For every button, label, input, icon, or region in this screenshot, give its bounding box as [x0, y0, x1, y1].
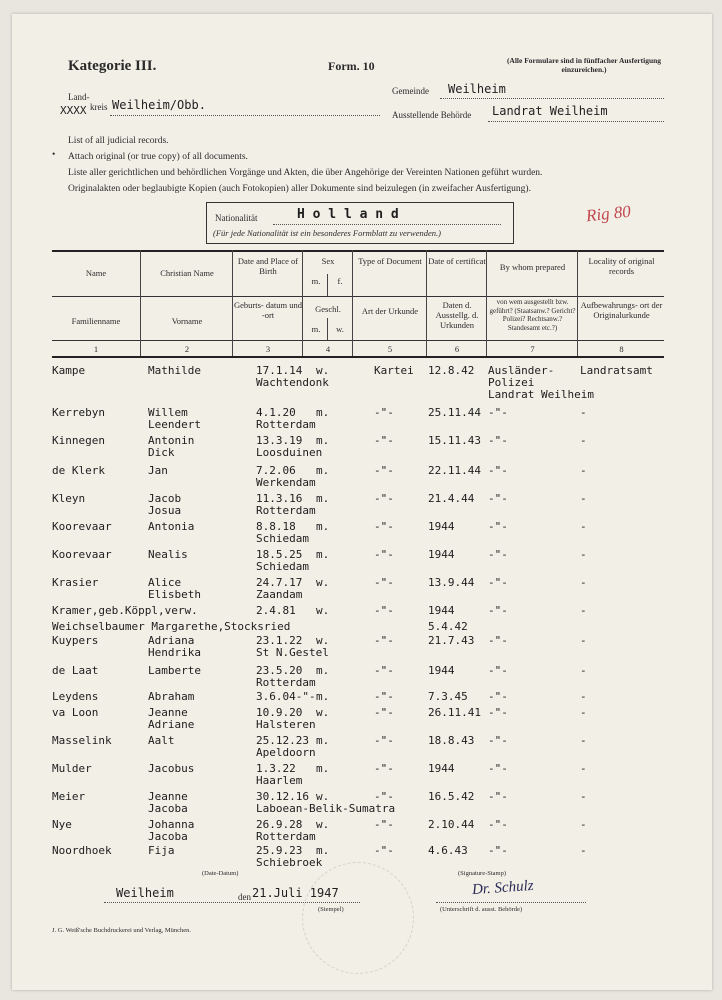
gemeinde-value: Weilheim	[448, 82, 506, 96]
cell-vorname-second: Jacoba	[148, 830, 188, 843]
cell-geburtsort: Haarlem	[256, 774, 303, 787]
cell-art-der-urkunde: -"-	[374, 576, 394, 589]
table-top-rule	[52, 250, 664, 252]
cell-vorname: Antonia	[148, 520, 195, 533]
cell-von-wem: -"-	[488, 434, 508, 447]
col-number-7: 7	[530, 344, 535, 354]
cell-vorname-second: Dick	[148, 446, 175, 459]
cell-geburtsdatum: 23.5.20	[256, 664, 303, 677]
nationality-note: (Für jede Nationalität ist ein besonderes Formblatt zu verwenden.)	[213, 228, 441, 238]
cell-geburtsort: Schiedam	[256, 532, 309, 545]
col-header-aufbewahrungsort: Aufbewahrungs- ort der Originalurkunde	[580, 300, 663, 320]
cell-von-wem: -"-	[488, 844, 508, 857]
cell-daten: 7.3.45	[428, 690, 468, 703]
cell-art-der-urkunde: -"-	[374, 634, 394, 647]
footer-place: Weilheim	[116, 886, 174, 900]
col-header-vorname: Vorname	[171, 316, 203, 326]
cell-daten: 1944	[428, 520, 455, 533]
col-number-1: 1	[93, 344, 99, 354]
col-number-2: 2	[184, 344, 190, 354]
cell-geburtsdatum: 24.7.17	[256, 576, 303, 589]
cell-aufbewahrungsort: -	[580, 818, 587, 831]
form-number: Form. 10	[328, 59, 375, 73]
col-header-von-wem: von wem ausgestellt bzw. geführt? (Staatsanw.? Gericht? Polizei? Rechtsanw.? Standesamt etc.?)	[489, 298, 576, 332]
cell-art-der-urkunde: -"-	[374, 844, 394, 857]
cell-geburtsdatum: 25.9.23	[256, 844, 303, 857]
cell-vorname: Lamberte	[148, 664, 201, 677]
cell-familienname: Leydens	[52, 690, 99, 703]
nationality-value: H o l l a n d	[297, 207, 399, 222]
cell-familienname: Mulder	[52, 762, 92, 775]
cell-von-wem: Ausländer-	[488, 364, 555, 377]
cell-art-der-urkunde: -"-	[374, 464, 394, 477]
cell-art-der-urkunde: -"-	[374, 492, 394, 505]
cell-daten: 26.11.41	[428, 706, 481, 719]
handwritten-signature: Dr. Schulz	[471, 877, 535, 899]
cell-art-der-urkunde: -"-	[374, 762, 394, 775]
col-header-type: Type of Document	[358, 256, 422, 266]
col-header-geschl-m: m.	[311, 324, 321, 334]
cell-vorname-second: Elisbeth	[148, 588, 201, 601]
cell-aufbewahrungsort: -	[580, 406, 587, 419]
behoerde-value: Landrat Weilheim	[492, 104, 608, 118]
cell-geschlecht: w.	[316, 818, 330, 831]
cell-von-wem: -"-	[488, 492, 508, 505]
instruction-2: Attach original (or true copy) of all documents.	[68, 152, 248, 162]
cell-aufbewahrungsort: -	[580, 520, 587, 533]
cell-familienname: Kramer,geb.Köppl,verw.	[52, 604, 198, 617]
cell-vorname: Jeanne	[148, 706, 188, 719]
cell-aufbewahrungsort: -	[580, 548, 587, 561]
cell-art-der-urkunde: -"-	[374, 434, 394, 447]
cell-geburtsdatum: 18.5.25	[256, 548, 303, 561]
nationality-label: Nationalität	[215, 213, 258, 223]
cell-familienname: Weichselbaumer Margarethe,Stocksried	[52, 620, 291, 633]
landkreis-label: kreis	[90, 102, 108, 112]
cell-geschlecht: w.	[316, 604, 330, 617]
cell-aufbewahrungsort: -	[580, 634, 587, 647]
table-header-mid-rule	[52, 296, 664, 297]
landkreis-struck-out: XXXX	[60, 104, 87, 117]
col-divider-7	[577, 250, 578, 356]
nationality-box	[206, 202, 514, 244]
cell-daten: 21.7.43	[428, 634, 475, 647]
cell-geschlecht: w.	[316, 364, 330, 377]
cell-daten: 25.11.44	[428, 406, 481, 419]
cell-vorname: Willem	[148, 406, 188, 419]
cell-geschlecht: w.	[316, 790, 330, 803]
cell-von-wem: -"-	[488, 762, 508, 775]
cell-art-der-urkunde: -"-	[374, 548, 394, 561]
cell-familienname: Koorevaar	[52, 548, 112, 561]
col-divider-2	[232, 250, 233, 356]
cell-vorname-second: Adriane	[148, 718, 195, 731]
cell-familienname: Kampe	[52, 364, 86, 377]
col-number-4: 4	[325, 344, 331, 354]
cell-geschlecht: m.	[316, 434, 330, 447]
cell-daten: 5.4.42	[428, 620, 468, 633]
col-header-name: Name	[85, 268, 107, 278]
cell-geburtsort: Zaandam	[256, 588, 303, 601]
instruction-1: List of all judicial records.	[68, 136, 169, 146]
cell-daten: 12.8.42	[428, 364, 475, 377]
cell-geburtsort: Werkendam	[256, 476, 316, 489]
cell-familienname: Kinnegen	[52, 434, 105, 447]
table-number-rule	[52, 356, 664, 358]
faint-stamp-circle	[302, 862, 414, 974]
cell-vorname: Nealis	[148, 548, 188, 561]
col-divider-5	[426, 250, 427, 356]
cell-aufbewahrungsort: Landratsamt	[580, 364, 653, 377]
landkreis-value: Weilheim/Obb.	[112, 98, 206, 112]
cell-von-wem: -"-	[488, 634, 508, 647]
cell-familienname: Koorevaar	[52, 520, 112, 533]
cell-familienname: Krasier	[52, 576, 99, 589]
col-number-8: 8	[619, 344, 624, 354]
col-header-geschl: Geschl.	[315, 304, 341, 314]
cell-art-der-urkunde: -"-	[374, 790, 394, 803]
behoerde-underline	[488, 121, 664, 122]
cell-vorname: Antonin	[148, 434, 195, 447]
header-note: (Alle Formulare sind in fünffacher Ausfertigung einzureichen.)	[506, 56, 662, 74]
cell-daten: 1944	[428, 762, 455, 775]
cell-von-wem: -"-	[488, 664, 508, 677]
cell-geschlecht: m.	[316, 690, 330, 703]
red-pencil-annotation: Rig 80	[585, 201, 632, 226]
cell-geschlecht: m.	[316, 734, 330, 747]
col-divider-4	[352, 250, 353, 356]
cell-geburtsdatum: 8.8.18	[256, 520, 296, 533]
footer-date: 21.Juli 1947	[252, 886, 339, 900]
instruction-bullet: •	[52, 150, 56, 160]
cell-aufbewahrungsort: -	[580, 844, 587, 857]
cell-geschlecht: m.	[316, 406, 330, 419]
cell-aufbewahrungsort: -	[580, 706, 587, 719]
cell-familienname: Noordhoek	[52, 844, 112, 857]
cell-daten: 2.10.44	[428, 818, 475, 831]
cell-daten: 13.9.44	[428, 576, 475, 589]
cell-geburtsort: Rotterdam	[256, 418, 316, 431]
cell-vorname: Fija	[148, 844, 175, 857]
cell-aufbewahrungsort: -	[580, 690, 587, 703]
cell-geburtsdatum: 7.2.06	[256, 464, 296, 477]
cell-von-wem: -"-	[488, 406, 508, 419]
signature-underline	[436, 902, 586, 903]
col-header-art: Art der Urkunde	[361, 306, 419, 316]
cell-geburtsdatum: 30.12.16	[256, 790, 309, 803]
cell-vorname: Jacob	[148, 492, 182, 505]
col-divider-6	[486, 250, 487, 356]
cell-art-der-urkunde: -"-	[374, 706, 394, 719]
cell-geburtsdatum: 26.9.28	[256, 818, 303, 831]
cell-familienname: Masselink	[52, 734, 112, 747]
cell-geburtsdatum: 13.3.19	[256, 434, 303, 447]
cell-familienname: Kerrebyn	[52, 406, 105, 419]
cell-art-der-urkunde: -"-	[374, 690, 394, 703]
cell-geschlecht: w.	[316, 634, 330, 647]
cell-von-wem-line3: Landrat Weilheim	[488, 388, 594, 401]
cell-vorname: Jacobus	[148, 762, 195, 775]
cell-art-der-urkunde: Kartei	[374, 364, 414, 377]
cell-art-der-urkunde: -"-	[374, 406, 394, 419]
cell-von-wem: -"-	[488, 818, 508, 831]
kategorie-title: Kategorie III.	[68, 58, 157, 74]
col-header-sex: Sex	[321, 256, 335, 266]
cell-daten: 18.8.43	[428, 734, 475, 747]
cell-familienname: Kleyn	[52, 492, 86, 505]
cell-von-wem: -"-	[488, 706, 508, 719]
cell-von-wem: -"-	[488, 604, 508, 617]
landkreis-label-top: Land-	[68, 92, 90, 102]
col-header-date: Date of certificat	[428, 256, 486, 266]
cell-art-der-urkunde: -"-	[374, 520, 394, 533]
cell-geburtsdatum: 10.9.20	[256, 706, 303, 719]
cell-aufbewahrungsort: -	[580, 664, 587, 677]
cell-familienname: Meier	[52, 790, 86, 803]
cell-aufbewahrungsort: -	[580, 790, 587, 803]
cell-familienname: Nye	[52, 818, 72, 831]
cell-geburtsdatum: 25.12.23	[256, 734, 309, 747]
cell-aufbewahrungsort: -	[580, 604, 587, 617]
date-label: (Date-Datum)	[202, 870, 239, 877]
cell-von-wem: -"-	[488, 520, 508, 533]
cell-geburtsdatum: 1.3.22	[256, 762, 296, 775]
col-header-christian-name: Christian Name	[160, 268, 214, 278]
cell-geburtsort: Rotterdam	[256, 830, 316, 843]
gemeinde-underline	[440, 98, 664, 99]
gemeinde-label: Gemeinde	[392, 86, 429, 96]
col-header-birth: Date and Place of Birth	[237, 256, 299, 276]
behoerde-label: Ausstellende Behörde	[392, 110, 472, 120]
cell-vorname: Mathilde	[148, 364, 201, 377]
cell-daten: 1944	[428, 664, 455, 677]
cell-art-der-urkunde: -"-	[374, 818, 394, 831]
printer-imprint: J. G. Weiß'sche Buchdruckerei und Verlag, München.	[52, 927, 192, 934]
cell-vorname: Alice	[148, 576, 182, 589]
cell-vorname-second: Leendert	[148, 418, 201, 431]
cell-von-wem: -"-	[488, 734, 508, 747]
cell-geburtsort: Halsteren	[256, 718, 316, 731]
cell-geschlecht: m.	[316, 520, 330, 533]
cell-daten: 15.11.43	[428, 434, 481, 447]
cell-daten: 1944	[428, 604, 455, 617]
cell-daten: 22.11.44	[428, 464, 481, 477]
cell-geschlecht: m.	[316, 762, 330, 775]
cell-geburtsort: Rotterdam	[256, 504, 316, 517]
cell-geburtsdatum: 23.1.22	[256, 634, 303, 647]
cell-von-wem-line2: Polizei	[488, 376, 535, 389]
cell-geburtsdatum: 2.4.81	[256, 604, 296, 617]
cell-geschlecht: w.	[316, 706, 330, 719]
cell-geburtsort: Apeldoorn	[256, 746, 316, 759]
cell-aufbewahrungsort: -	[580, 734, 587, 747]
footer-den: den	[238, 892, 251, 902]
cell-von-wem: -"-	[488, 790, 508, 803]
cell-von-wem: -"-	[488, 576, 508, 589]
cell-aufbewahrungsort: -	[580, 576, 587, 589]
unterschrift-label: (Unterschrift d. ausst. Behörde)	[440, 906, 523, 913]
cell-geburtsdatum: 4.1.20	[256, 406, 296, 419]
cell-von-wem: -"-	[488, 548, 508, 561]
col-header-geschl-w: w.	[336, 324, 344, 334]
cell-vorname: Adriana	[148, 634, 195, 647]
cell-geburtsdatum: 17.1.14	[256, 364, 303, 377]
col-header-familienname: Familienname	[71, 316, 121, 326]
cell-daten: 21.4.44	[428, 492, 475, 505]
cell-geburtsdatum: 11.3.16	[256, 492, 303, 505]
cell-aufbewahrungsort: -	[580, 492, 587, 505]
cell-aufbewahrungsort: -	[580, 464, 587, 477]
col-header-by-whom: By whom prepared	[499, 262, 566, 272]
col-header-sex-m: m.	[311, 276, 321, 286]
cell-vorname-second: Hendrika	[148, 646, 201, 659]
nationality-underline	[273, 224, 501, 225]
cell-vorname-second: Josua	[148, 504, 182, 517]
cell-art-der-urkunde: -"-	[374, 734, 394, 747]
cell-geschlecht: m.	[316, 664, 330, 677]
col-header-daten: Daten d. Ausstellg. d. Urkunden	[435, 300, 479, 330]
col-divider-1	[140, 250, 141, 356]
landkreis-underline	[110, 115, 380, 116]
cell-familienname: de Laat	[52, 664, 99, 677]
cell-geburtsort: Wachtendonk	[256, 376, 329, 389]
cell-geburtsort: St N.Gestel	[256, 646, 329, 659]
col-header-geburtsdatum: Geburts- datum und -ort	[234, 300, 302, 320]
cell-aufbewahrungsort: -	[580, 762, 587, 775]
col-number-6: 6	[454, 344, 460, 354]
cell-daten: 1944	[428, 548, 455, 561]
cell-geburtsdatum: 3.6.04-"-	[256, 690, 316, 703]
cell-art-der-urkunde: -"-	[374, 604, 394, 617]
cell-daten: 16.5.42	[428, 790, 475, 803]
cell-geschlecht: m.	[316, 548, 330, 561]
cell-art-der-urkunde: -"-	[374, 664, 394, 677]
col-number-3: 3	[265, 344, 271, 354]
cell-geschlecht: m.	[316, 464, 330, 477]
cell-aufbewahrungsort: -	[580, 434, 587, 447]
col-header-locality: Locality of original records	[588, 256, 655, 276]
cell-von-wem: -"-	[488, 690, 508, 703]
col-divider-3	[302, 250, 303, 356]
instruction-3: Liste aller gerichtlichen und behördlichen Vorgänge und Akten, die über Angehörige der Vereinten Nationen geführt wurden.	[68, 168, 543, 178]
table-header-bottom-rule	[52, 340, 664, 341]
cell-daten: 4.6.43	[428, 844, 468, 857]
cell-geburtsort: Schiebroek	[256, 856, 323, 869]
cell-familienname: va Loon	[52, 706, 99, 719]
col-number-5: 5	[387, 344, 393, 354]
cell-geburtsort: Loosduinen	[256, 446, 323, 459]
cell-geburtsort: Rotterdam	[256, 676, 316, 689]
cell-vorname-second: Jacoba	[148, 802, 188, 815]
cell-geschlecht: w.	[316, 576, 330, 589]
cell-vorname: Jeanne	[148, 790, 188, 803]
col-header-sex-f: f.	[337, 276, 343, 286]
cell-familienname: de Klerk	[52, 464, 105, 477]
cell-geburtsort: Laboean-Belik-Sumatra	[256, 802, 396, 815]
document-sheet	[12, 14, 712, 990]
signature-stamp-label: (Signature-Stamp)	[458, 870, 507, 877]
instruction-4: Originalakten oder beglaubigte Kopien (auch Fotokopien) aller Dokumente sind beizulegen (in zweifacher Ausfertigung).	[68, 184, 531, 194]
cell-geschlecht: m.	[316, 492, 330, 505]
cell-vorname: Johanna	[148, 818, 195, 831]
cell-vorname: Jan	[148, 464, 168, 477]
cell-vorname: Abraham	[148, 690, 195, 703]
cell-geburtsort: Schiedam	[256, 560, 309, 573]
cell-familienname: Kuypers	[52, 634, 99, 647]
cell-geschlecht: m.	[316, 844, 330, 857]
stempel-label: (Stempel)	[318, 906, 344, 913]
cell-vorname: Aalt	[148, 734, 175, 747]
cell-von-wem: -"-	[488, 464, 508, 477]
